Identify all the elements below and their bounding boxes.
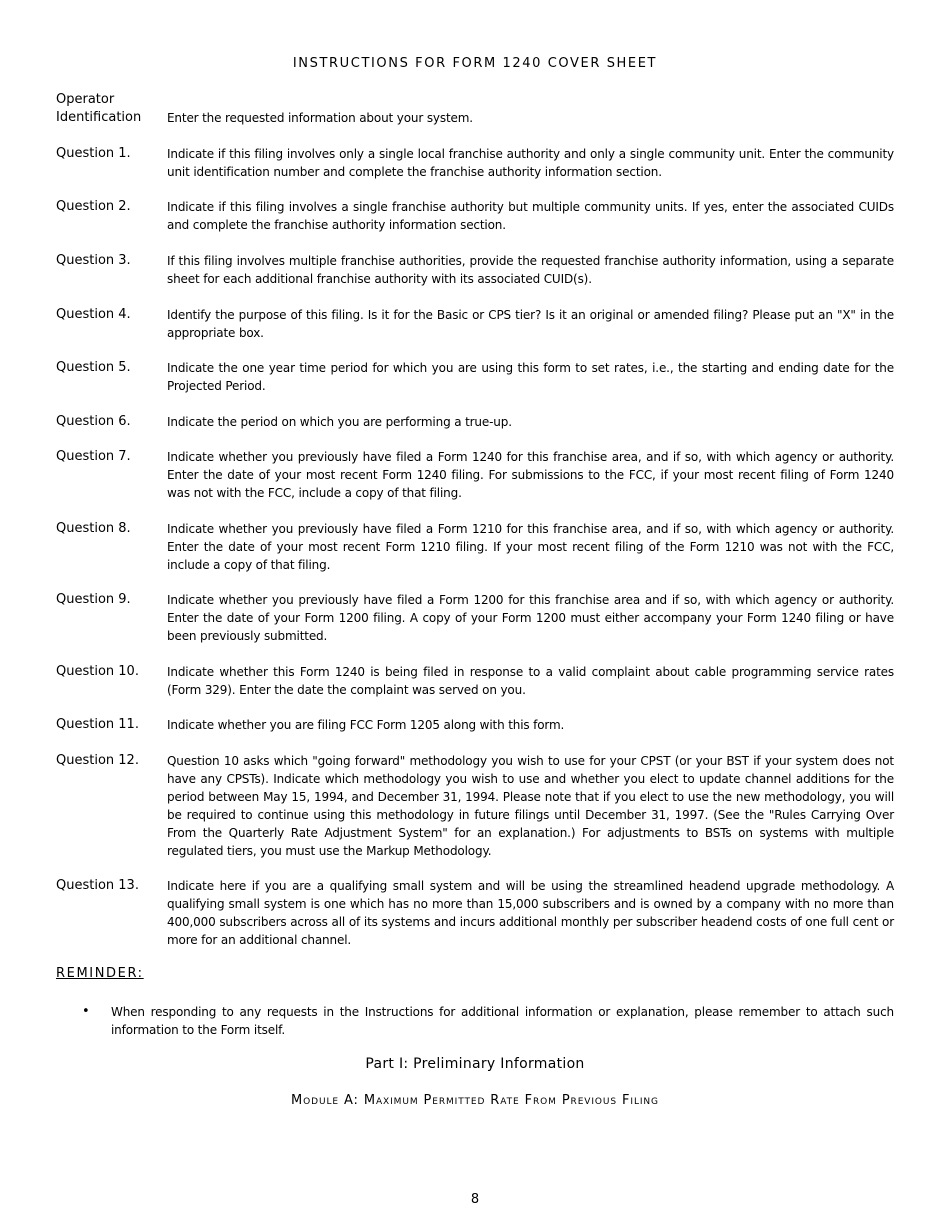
question-9-label: Question 9. bbox=[56, 592, 131, 607]
question-3-entry bbox=[56, 252, 894, 288]
question-4-label: Question 4. bbox=[56, 307, 131, 322]
question-4-entry bbox=[56, 306, 894, 342]
question-10-entry bbox=[56, 663, 894, 699]
question-1-label: Question 1. bbox=[56, 146, 131, 161]
question-7-text: Indicate whether you previously have filed a Form 1240 for this franchise area, and if so, with which agency or authority. Enter the date of your most recent Form 1240 filing. For submissions to the FCC, if your most recent filing of Form 1240 was not with the FCC, include a copy of that filing. bbox=[167, 450, 894, 500]
question-10-label: Question 10. bbox=[56, 664, 139, 679]
bullet-icon: • bbox=[82, 1004, 90, 1019]
question-6-label: Question 6. bbox=[56, 414, 131, 429]
question-2-text: Indicate if this filing involves a single franchise authority but multiple community units. If yes, enter the associated CUIDs and complete the franchise authority information section. bbox=[167, 200, 894, 232]
question-12-text: Question 10 asks which "going forward" methodology you wish to use for your CPST (or your BST if your system does not have any CPSTs). Indicate which methodology you wish to use and whether you elect to update channel additions for the period between May 15, 1994, and December 31, 1994. Please note that if you elect to use the new methodology, you will be required to continue using this methodology in future filings until December 31, 1997. (See the "Rules Carrying Over From the Quarterly Rate Adjustment System" for an explanation.) For adjustments to BSTs on systems with multiple regulated tiers, you must use the Markup Methodology. bbox=[167, 754, 894, 858]
question-3-text: If this filing involves multiple franchise authorities, provide the requested franchise authority information, using a separate sheet for each additional franchise authority with its associated CUID(s). bbox=[167, 254, 894, 286]
reminder-text: When responding to any requests in the Instructions for additional information or explanation, please remember to attach such information to the Form itself. bbox=[111, 1005, 894, 1037]
question-11-label: Question 11. bbox=[56, 717, 139, 732]
question-8-entry bbox=[56, 520, 894, 574]
question-6-text: Indicate the period on which you are performing a true-up. bbox=[167, 415, 512, 429]
question-11-text: Indicate whether you are filing FCC Form 1205 along with this form. bbox=[167, 718, 565, 732]
question-5-entry bbox=[56, 359, 894, 395]
page-number: 8 bbox=[470, 1192, 480, 1207]
question-7-label: Question 7. bbox=[56, 449, 131, 464]
question-8-label: Question 8. bbox=[56, 521, 131, 536]
question-11-entry bbox=[56, 716, 894, 734]
question-8-text: Indicate whether you previously have filed a Form 1210 for this franchise area, and if so, with which agency or authority. Enter the date of your most recent Form 1210 filing. If your most recent filing of the Form 1210 was not with the FCC, include a copy of that filing. bbox=[167, 522, 894, 572]
operator-identification-label bbox=[56, 91, 164, 127]
question-5-text: Indicate the one year time period for which you are using this form to set rates, i.e., the starting and ending date for the Projected Period. bbox=[167, 361, 894, 393]
operator-label-line1: Operator bbox=[56, 92, 115, 107]
question-12-entry bbox=[56, 752, 894, 860]
question-2-label: Question 2. bbox=[56, 199, 131, 214]
question-1-text: Indicate if this filing involves only a single local franchise authority and only a single community unit. Enter the community unit identification number and complete the franchise authority information section. bbox=[167, 147, 894, 179]
reminder-heading: REMINDER: bbox=[56, 966, 144, 981]
page-title: INSTRUCTIONS FOR FORM 1240 COVER SHEET bbox=[292, 56, 658, 71]
question-7-entry bbox=[56, 448, 894, 502]
operator-identification-text: Enter the requested information about your system. bbox=[167, 111, 473, 125]
question-6-entry bbox=[56, 413, 894, 431]
question-3-label: Question 3. bbox=[56, 253, 131, 268]
operator-identification-entry bbox=[56, 91, 894, 127]
part-title: Part I: Preliminary Information bbox=[365, 1056, 585, 1072]
question-13-text: Indicate here if you are a qualifying small system and will be using the streamlined headend upgrade methodology. A qualifying small system is one which has no more than 15,000 subscribers and is owned by a company with no more than 400,000 subscribers across all of its systems and incurs additional monthly per subscriber headend costs of one full cent or more for an additional channel. bbox=[167, 879, 894, 947]
question-10-text: Indicate whether this Form 1240 is being filed in response to a valid complaint about cable programming service rates (Form 329). Enter the date the complaint was served on you. bbox=[167, 665, 894, 697]
module-title: Module A: Maximum Permitted Rate From Previous Filing bbox=[291, 1093, 659, 1108]
reminder-bullet-item bbox=[82, 1003, 894, 1039]
question-13-label: Question 13. bbox=[56, 878, 139, 893]
question-4-text: Identify the purpose of this filing. Is it for the Basic or CPS tier? Is it an original or amended filing? Please put an "X" in the appropriate box. bbox=[167, 308, 894, 340]
question-5-label: Question 5. bbox=[56, 360, 131, 375]
question-1-entry bbox=[56, 145, 894, 181]
question-9-entry bbox=[56, 591, 894, 645]
question-12-label: Question 12. bbox=[56, 753, 139, 768]
question-2-entry bbox=[56, 198, 894, 234]
question-13-entry bbox=[56, 877, 894, 949]
question-9-text: Indicate whether you previously have filed a Form 1200 for this franchise area and if so, with which agency or authority. Enter the date of your Form 1200 filing. A copy of your Form 1200 must either accompany your Form 1240 filing or have been previously submitted. bbox=[167, 593, 894, 643]
operator-label-line2: Identification bbox=[56, 110, 142, 125]
